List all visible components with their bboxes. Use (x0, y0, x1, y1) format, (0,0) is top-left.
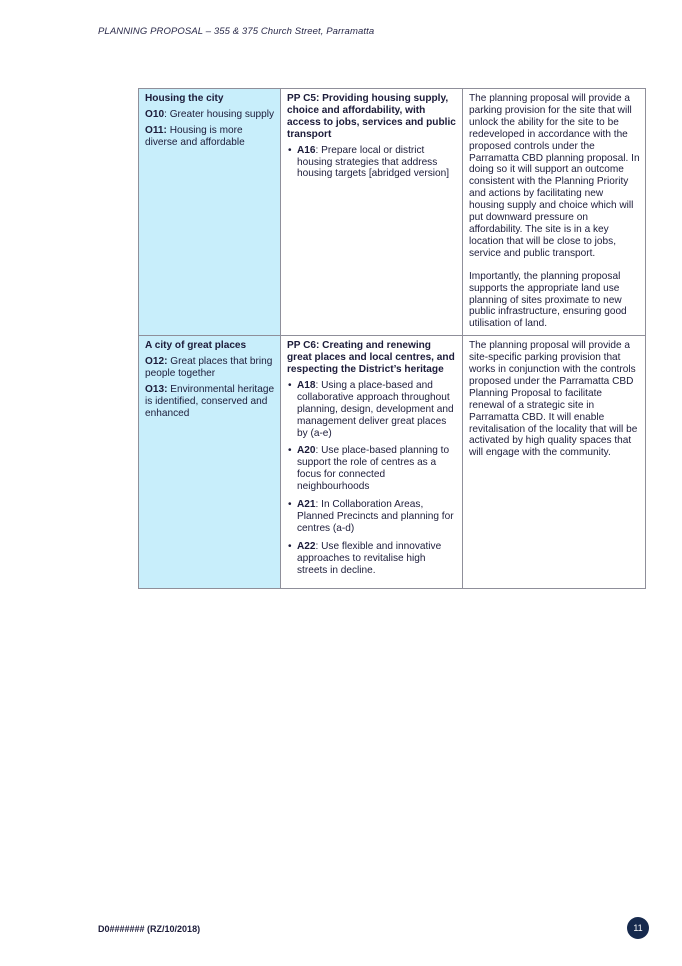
list-item (287, 145, 457, 181)
objective (145, 356, 275, 380)
comment-paragraph: The planning proposal will provide a site-specific parking provision that works in conjunction with the controls proposed under the Parramatta CBD Planning Proposal to facilitate renewal of a strategic site in Parramatta CBD. It will enable revitalisation of the locality that will be activated by high quality spaces that will engage with the community. (469, 340, 638, 459)
comment-paragraph: The planning proposal will provide a parking provision for the site that will unlock the ability for the site to be redeveloped in accordance with the proposed controls under the Parramatta CBD planning proposal. In doing so it will support an outcome consistent with the Planning Priority and actions by facilitating new housing supply and choice which will put downward pressure on affordability. The site is in a key location that will be close to jobs, service and public transport. (469, 93, 640, 259)
objective-cell (139, 89, 281, 336)
action-list (287, 380, 457, 577)
action-code: A16 (297, 144, 316, 156)
list-item (287, 499, 457, 535)
list-item (287, 445, 457, 493)
objective-code: O11: (145, 124, 167, 136)
action-text: : Using a place-based and collaborative approach throughout planning, design, development and management deliver great places by (a-e) (297, 379, 454, 439)
action-text: : Use place-based planning to support the role of centres as a focus for connected neighbourhoods (297, 445, 450, 493)
objective-text: Housing is more diverse and affordable (145, 124, 245, 148)
page-number-badge: 11 (627, 917, 649, 939)
list-item (287, 541, 457, 577)
action-list (287, 145, 457, 181)
section-title: Housing the city (145, 93, 224, 104)
objective-text: Greater housing supply (169, 108, 275, 120)
objective-text: Environmental heritage is identified, conserved and enhanced (145, 383, 275, 419)
table-row (139, 89, 646, 336)
objective: O10: Greater housing supply (145, 108, 275, 120)
objective-code: O12: (145, 356, 168, 368)
planning-priorities-table (138, 88, 646, 589)
action-text: : Use flexible and innovative approaches to revitalise high streets in decline. (297, 540, 442, 576)
consistency-comment-cell (463, 336, 646, 588)
list-item (287, 380, 457, 440)
action-code: A18 (297, 379, 316, 391)
action-code: A22 (297, 540, 316, 552)
objective-cell (139, 336, 281, 588)
planning-priority-title: PP C6: Creating and renewing great places and local centres, and respecting the District’s heritage (287, 340, 455, 376)
action-text: : In Collaboration Areas, Planned Precincts and planning for centres (a-d) (297, 499, 454, 534)
planning-priority-cell (281, 89, 463, 336)
comment-paragraph: Importantly, the planning proposal supports the appropriate land use planning of sites proximate to new public infrastructure, ensuring good utilisation of land. (469, 270, 627, 330)
document-reference: D0####### (RZ/10/2018) (98, 924, 201, 934)
section-title: A city of great places (145, 340, 247, 352)
action-code: A20 (297, 445, 316, 457)
objective-code: O10 (145, 108, 165, 120)
table-row (139, 336, 646, 588)
action-text: : Prepare local or district housing strategies that address housing targets [abridged version] (297, 144, 450, 180)
objective-code: O13: (145, 383, 168, 395)
consistency-comment-cell (463, 89, 646, 336)
objective (145, 384, 275, 420)
objective-text: Great places that bring people together (145, 356, 273, 380)
planning-priority-title: PP C5: Providing housing supply, choice and affordability, with access to jobs, services and public transport (287, 93, 456, 140)
action-code: A21 (297, 499, 316, 511)
planning-priority-cell (281, 336, 463, 588)
objective (145, 125, 275, 149)
page-header: PLANNING PROPOSAL – 355 & 375 Church Street, Parramatta (98, 26, 375, 37)
